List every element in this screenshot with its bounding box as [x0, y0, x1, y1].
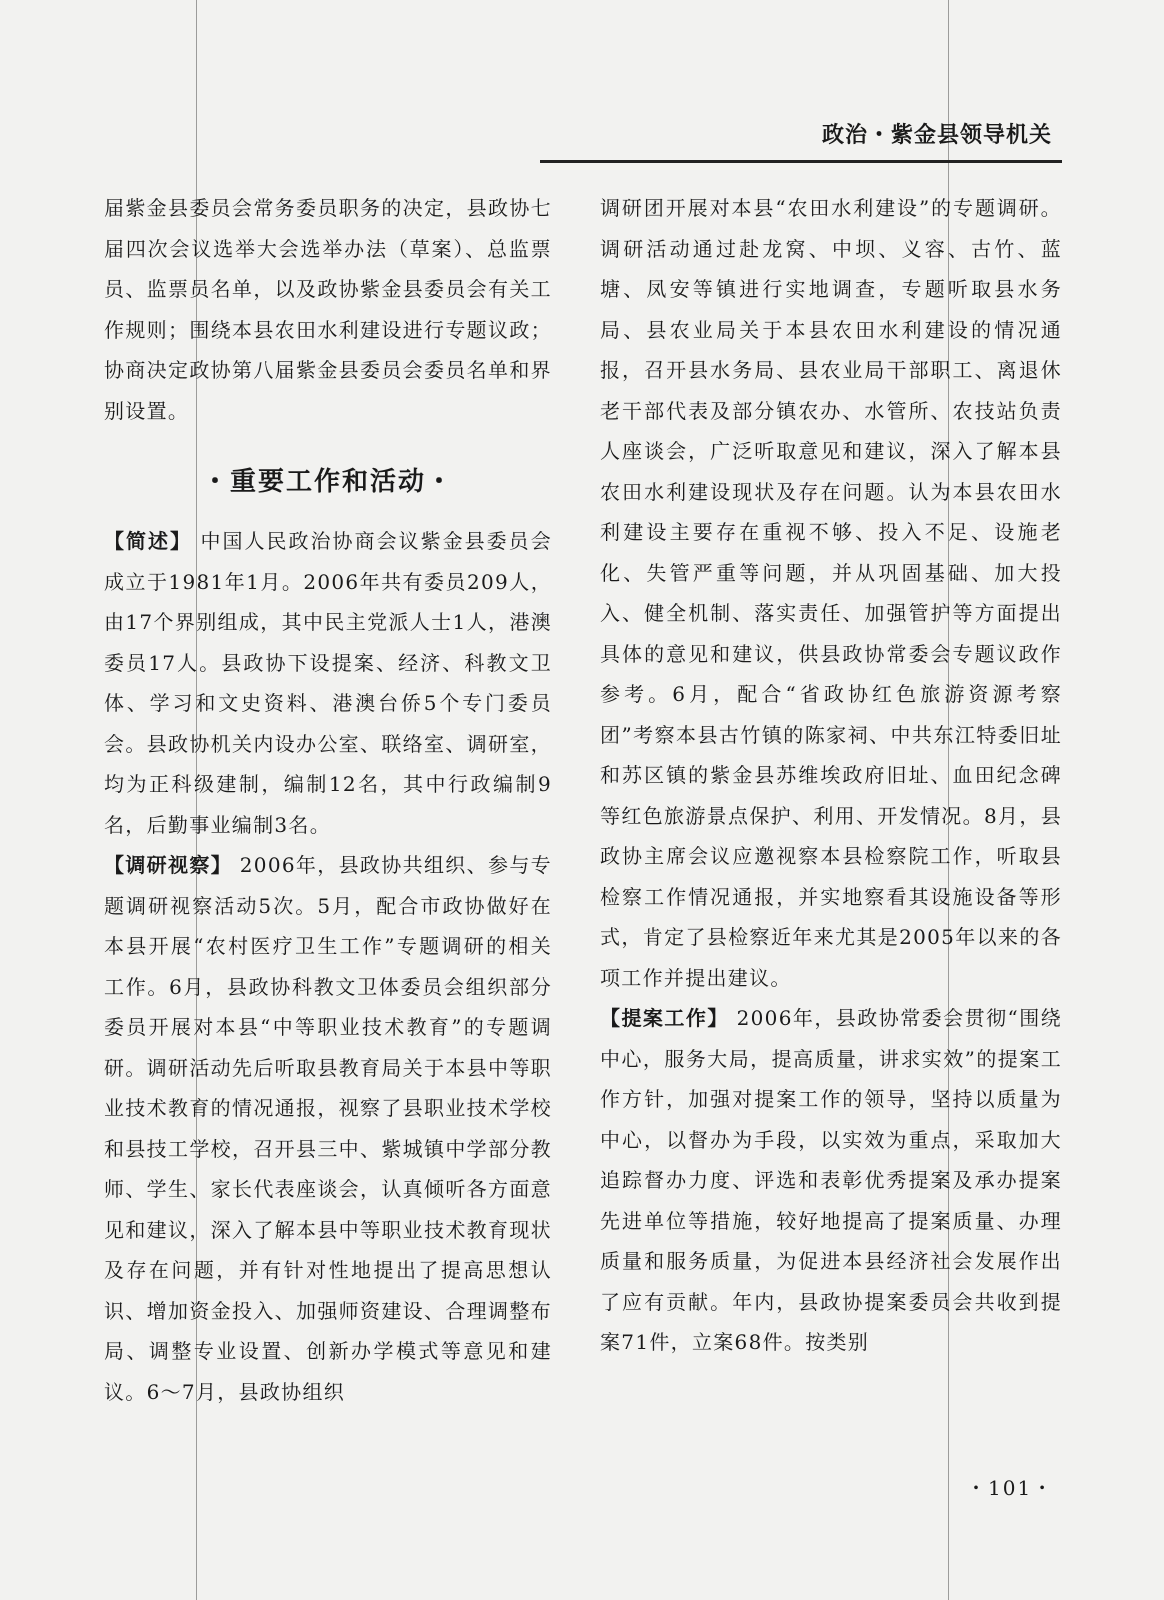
proposal-paragraph	[600, 998, 1062, 1363]
running-header	[540, 116, 1062, 163]
research-label: 【调研视察】	[104, 853, 233, 877]
research-paragraph	[104, 845, 552, 1412]
overview-paragraph	[104, 521, 552, 845]
page-number: ・101・	[966, 1476, 1055, 1500]
proposal-text: 2006年，县政协常委会贯彻“围绕中心，服务大局，提高质量，讲求实效”的提案工作方针，加强对提案工作的领导，坚持以质量为中心，以督办为手段，以实效为重点，采取加大追踪督办力度、评选和表彰优秀提案及承办提案先进单位等措施，较好地提高了提案质量、办理质量和服务质量，为促进本县经济社会发展作出了应有贡献。年内，县政协提案委员会共收到提案71件，立案68件。按类别	[600, 1006, 1062, 1354]
section-title: ・重要工作和活动・	[201, 467, 454, 497]
research-text: 2006年，县政协共组织、参与专题调研视察活动5次。5月，配合市政协做好在本县开展“农村医疗卫生工作”专题调研的相关工作。6月，县政协科教文卫体委员会组织部分委员开展对本县“中等职业技术教育”的专题调研。调研活动先后听取县教育局关于本县中等职业技术教育的情况通报，视察了县职业技术学校和县技工学校，召开县三中、紫城镇中学部分教师、学生、家长代表座谈会，认真倾听各方面意见和建议，深入了解本县中等职业技术教育现状及存在问题，并有针对性地提出了提高思想认识、增加资金投入、加强师资建设、合理调整布局、调整专业设置、创新办学模式等意见和建议。6～7月，县政协组织	[104, 853, 552, 1404]
proposal-label: 【提案工作】	[600, 1006, 729, 1030]
overview-label: 【简述】	[104, 529, 193, 553]
left-column	[104, 188, 552, 1412]
overview-text: 中国人民政治协商会议紫金县委员会成立于1981年1月。2006年共有委员209人，由17个界别组成，其中民主党派人士1人，港澳委员17人。县政协下设提案、经济、科教文卫体、学习和文史资料、港澳台侨5个专门委员会。县政协机关内设办公室、联络室、调研室，均为正科级建制，编制12名，其中行政编制9名，后勤事业编制3名。	[104, 529, 552, 837]
header-title: 政治・紫金县领导机关	[821, 123, 1052, 148]
right-column	[600, 188, 1062, 1363]
intro-paragraph: 届紫金县委员会常务委员职务的决定，县政协七届四次会议选举大会选举办法（草案）、总监票员、监票员名单，以及政协紫金县委员会有关工作规则；围绕本县农田水利建设进行专题议政；协商决定政协第八届紫金县委员会委员名单和界别设置。	[104, 196, 552, 423]
continued-paragraph: 调研团开展对本县“农田水利建设”的专题调研。调研活动通过赴龙窝、中坝、义容、古竹、蓝塘、凤安等镇进行实地调查，专题听取县水务局、县农业局关于本县农田水利建设的情况通报，召开县水务局、县农业局干部职工、离退休老干部代表及部分镇农办、水管所、农技站负责人座谈会，广泛听取意见和建议，深入了解本县农田水利建设现状及存在问题。认为本县农田水利建设主要存在重视不够、投入不足、设施老化、失管严重等问题，并从巩固基础、加大投入、健全机制、落实责任、加强管护等方面提出具体的意见和建议，供县政协常委会专题议政作参考。6月，配合“省政协红色旅游资源考察团”考察本县古竹镇的陈家祠、中共东江特委旧址和苏区镇的紫金县苏维埃政府旧址、血田纪念碑等红色旅游景点保护、利用、开发情况。8月，县政协主席会议应邀视察本县检察院工作，听取县检察工作情况通报，并实地察看其设施设备等形式，肯定了县检察近年来尤其是2005年以来的各项工作并提出建议。	[600, 196, 1062, 990]
